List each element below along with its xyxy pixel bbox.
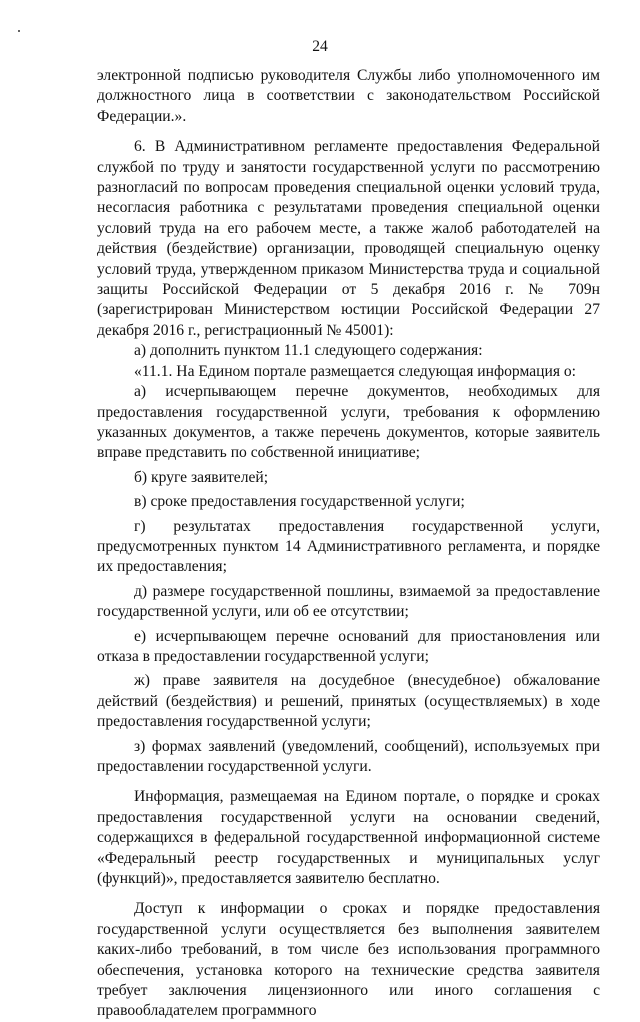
paragraph-list-z: з) формах заявлений (уведомлений, сообщений), используемых при предоставлении государственной услуги. [97, 737, 600, 775]
page-number: 24 [312, 38, 328, 55]
paragraph-access: Доступ к информации о сроках и порядке предоставления государственной услуги осуществляется без выполнения заявителем каких-либо требований, в том числе без использования программного обеспечения, установка которого на технические средства заявителя требует заключения лицензионного или иного соглашения с правообладателем программного [97, 900, 600, 1020]
paragraph-list-v: в) сроке предоставления государственной услуги; [134, 493, 465, 511]
paragraph-list-a: а) исчерпывающем перечне документов, необходимых для предоставления государственной услуги, требования к оформлению указанных документов, а также перечень документов, которые заявитель вправе представить по собственной инициативе; [97, 383, 600, 462]
paragraph-list-d: д) размере государственной пошлины, взимаемой за предоставление государственной услуги, или об ее отсутствии; [97, 582, 600, 621]
paragraph-list-g: г) результатах предоставления государственной услуги, предусмотренных пунктом 14 Административного регламента, и порядке их предоставления; [97, 517, 600, 576]
paragraph-list-zh: ж) праве заявителя на досудебное (внесудебное) обжалование действий (бездействия) и решений, принятых (осуществляемых) в ходе предоставления государственной услуги; [97, 672, 600, 731]
paragraph-list-e: е) исчерпывающем перечне оснований для приостановления или отказа в предоставлении государственной услуги; [97, 627, 600, 665]
scan-speck [18, 30, 20, 32]
paragraph-info-free: Информация, размещаемая на Едином портале, о порядке и сроках предоставления государственной услуги на основании сведений, содержащихся в федеральной государственной информационной системе «Федеральный реестр государственных и муниципальных услуг (функций)», предоставляется заявителю бесплатно. [97, 788, 600, 888]
document-body [97, 66, 600, 1022]
paragraph-list-b: б) круге заявителей; [134, 468, 269, 486]
paragraph-subitem-a-add: а) дополнить пунктом 11.1 следующего содержания: [134, 342, 483, 360]
paragraph-clause-11-1: «11.1. На Едином портале размещается следующая информация о: [134, 362, 577, 380]
paragraph-item-6: 6. В Административном регламенте предоставления Федеральной службой по труду и занятости государственной услуги по рассмотрению разногласий по вопросам проведения специальной оценки условий труда, несогласия работника с результатами проведения специальной оценки условий труда на его рабочем месте, а также жалоб работодателей на действия (бездействие) организации, проводящей специальную оценку условий труда, утвержденном приказом Министерства труда и социальной защиты Российской Федерации от 5 декабря 2016 г. № 709н (зарегистрирован Министерством юстиции Российской Федерации 27 декабря 2016 г., регистрационный № 45001): [97, 138, 600, 339]
paragraph-continuation: электронной подписью руководителя Службы либо уполномоченного им должностного лица в соответствии с законодательством Российской Федерации.». [97, 67, 600, 125]
